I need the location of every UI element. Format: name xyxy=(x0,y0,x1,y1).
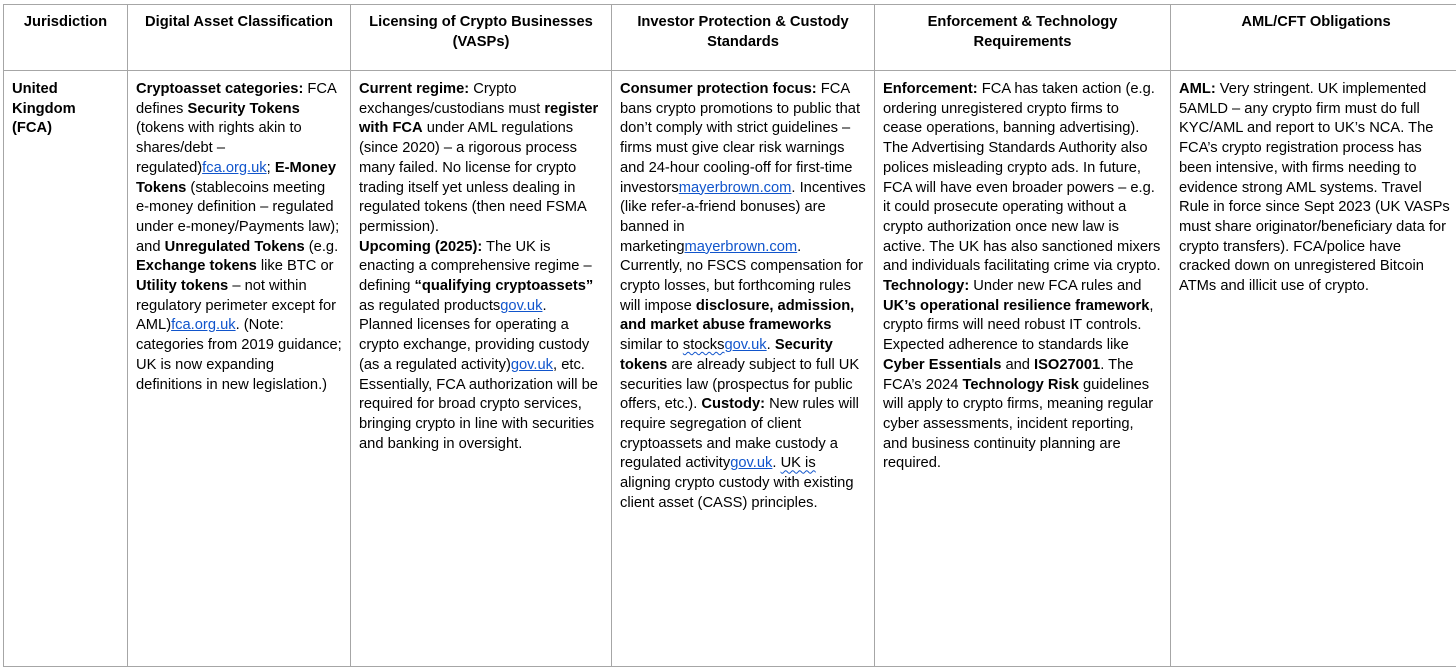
header-classification: Digital Asset Classification xyxy=(128,5,351,71)
header-licensing: Licensing of Crypto Businesses (VASPs) xyxy=(351,5,612,71)
source-link[interactable]: fca.org.uk xyxy=(171,317,236,334)
body-text: . Currently, no FSCS compensation for crypto losses, but forthcoming rules will impose xyxy=(620,238,863,314)
cell-classification xyxy=(128,71,351,667)
bold-text: Exchange tokens xyxy=(136,258,257,275)
cell-aml xyxy=(1171,71,1456,667)
body-text: like BTC or xyxy=(256,258,334,275)
body-text: (e.g. xyxy=(304,238,339,255)
body-text: (stablecoins meeting e-money definition – regulated under e-money/Payments law); and xyxy=(136,179,340,255)
spellcheck-text: stocks xyxy=(682,337,725,354)
source-link[interactable]: fca.org.uk xyxy=(202,159,267,176)
body-text: . xyxy=(766,337,775,354)
body-text: ; xyxy=(266,159,275,176)
body-text: New rules will require segregation of client cryptoassets and make custody a regulated activity xyxy=(620,396,859,472)
body-text: Crypto exchanges/custodians must xyxy=(359,81,545,117)
body-text: under AML regulations (since 2020) – a rigorous process many failed. No license for crypto trading itself yet unless dealing in regulated tokens (then need FSMA permission). xyxy=(359,120,586,235)
body-text: The UK is enacting a comprehensive regime – defining xyxy=(359,238,592,295)
bold-text: AML: xyxy=(1179,81,1216,97)
body-text: aligning crypto custody with existing client asset (CASS) principles. xyxy=(620,475,854,511)
bold-text: Utility tokens xyxy=(136,278,229,295)
body-text: . xyxy=(772,455,781,472)
source-link[interactable]: gov.uk xyxy=(724,337,767,354)
body-text: Under new FCA rules and xyxy=(969,278,1142,295)
bold-text: Security tokens xyxy=(620,337,833,373)
spellcheck-text: UK is xyxy=(780,455,816,472)
body-text: , etc. Essentially, FCA authorization will be required for broad crypto services, bringing crypto in line with securities and banking in oversight. xyxy=(359,356,598,452)
source-link[interactable]: gov.uk xyxy=(730,455,773,472)
bold-text: E-Money Tokens xyxy=(136,159,337,196)
body-text: as regulated products xyxy=(359,297,501,314)
bold-text: Technology Risk xyxy=(962,376,1079,393)
header-row xyxy=(4,5,1456,71)
source-link[interactable]: gov.uk xyxy=(500,297,543,314)
body-text: , crypto firms will need robust IT controls. Expected adherence to standards like xyxy=(883,297,1154,354)
body-text: guidelines will apply to crypto firms, meaning regular cyber assessments, incident reporting, and business continuity planning are required. xyxy=(883,376,1154,472)
body-text: and xyxy=(1001,356,1035,373)
header-aml: AML/CFT Obligations xyxy=(1171,5,1456,71)
bold-text: disclosure, admission, and market abuse frameworks xyxy=(620,297,855,334)
bold-text: Custody: xyxy=(701,396,766,413)
body-text: . Planned licenses for operating a crypto exchange, providing custody (as a regulated activity) xyxy=(359,297,590,373)
body-text: . Incentives (like refer-a-friend bonuses) are banned in marketing xyxy=(620,179,866,255)
bold-text: Cryptoasset categories: xyxy=(136,81,304,97)
bold-text: ISO27001 xyxy=(1034,356,1101,373)
bold-text: UK’s operational resilience framework xyxy=(883,297,1150,314)
body-text: FCA has taken action (e.g. ordering unregistered crypto firms to cease operations, banning advertising). The Advertising Standards Authority also polices misleading crypto ads. In future, FCA will have even broader powers – e.g. it could prosecute operating without a crypto authorization once new law is active. The UK has also sanctioned mixers and individuals facilitating crime via crypto. xyxy=(883,81,1161,275)
cell-investor-protection xyxy=(612,71,875,667)
header-enforcement: Enforcement & Technology Requirements xyxy=(875,5,1171,71)
bold-text: “qualifying cryptoassets” xyxy=(414,278,594,295)
body-text: are already subject to full UK securities law (prospectus for public offers, etc.). xyxy=(620,356,860,413)
cell-licensing xyxy=(351,71,612,667)
body-text: . (Note: categories from 2019 guidance; UK is now expanding definitions in new legislation.) xyxy=(136,317,342,393)
jurisdiction-name: United Kingdom (FCA) xyxy=(12,81,76,137)
body-text: (tokens with rights akin to shares/debt – regulated) xyxy=(136,120,302,176)
bold-text: register with FCA xyxy=(359,100,599,137)
body-text: Very stringent. UK implemented 5AMLD – any crypto firm must do full KYC/AML and report to UK’s NCA. The FCA’s crypto registration process has been intensive, with firms needing to evidence strong AML systems. Travel Rule in force since Sept 2023 (UK VASPs must share originator/beneficiary data for crypto transfers). FCA/police have cracked down on unregistered Bitcoin ATMs and illicit use of crypto. xyxy=(1179,81,1450,295)
table-row xyxy=(4,71,1456,667)
cell-jurisdiction xyxy=(4,71,128,667)
body-text: similar to xyxy=(620,337,683,354)
cell-enforcement xyxy=(875,71,1171,667)
body-text: . The FCA’s 2024 xyxy=(883,356,1134,393)
bold-text: Current regime: xyxy=(359,81,470,97)
bold-text: Cyber Essentials xyxy=(883,356,1002,373)
header-jurisdiction: Jurisdiction xyxy=(4,5,128,71)
source-link[interactable]: mayerbrown.com xyxy=(678,179,792,196)
header-investor-protection: Investor Protection & Custody Standards xyxy=(612,5,875,71)
bold-text: Security Tokens xyxy=(187,100,300,117)
bold-text: Upcoming (2025): xyxy=(359,238,483,255)
source-link[interactable]: mayerbrown.com xyxy=(684,238,798,255)
source-link[interactable]: gov.uk xyxy=(510,356,554,373)
body-text: FCA bans crypto promotions to public that don’t comply with strict guidelines – firms must give clear risk warnings and 24-hour cooling-off for first-time investors xyxy=(620,81,861,196)
bold-text: Unregulated Tokens xyxy=(164,238,305,255)
regulation-table xyxy=(3,4,1456,667)
body-text: FCA defines xyxy=(136,81,336,117)
body-text: – not within regulatory perimeter except for AML) xyxy=(136,278,337,334)
bold-text: Enforcement: xyxy=(883,81,978,97)
bold-text: Consumer protection focus: xyxy=(620,81,817,97)
bold-text: Technology: xyxy=(883,278,970,295)
